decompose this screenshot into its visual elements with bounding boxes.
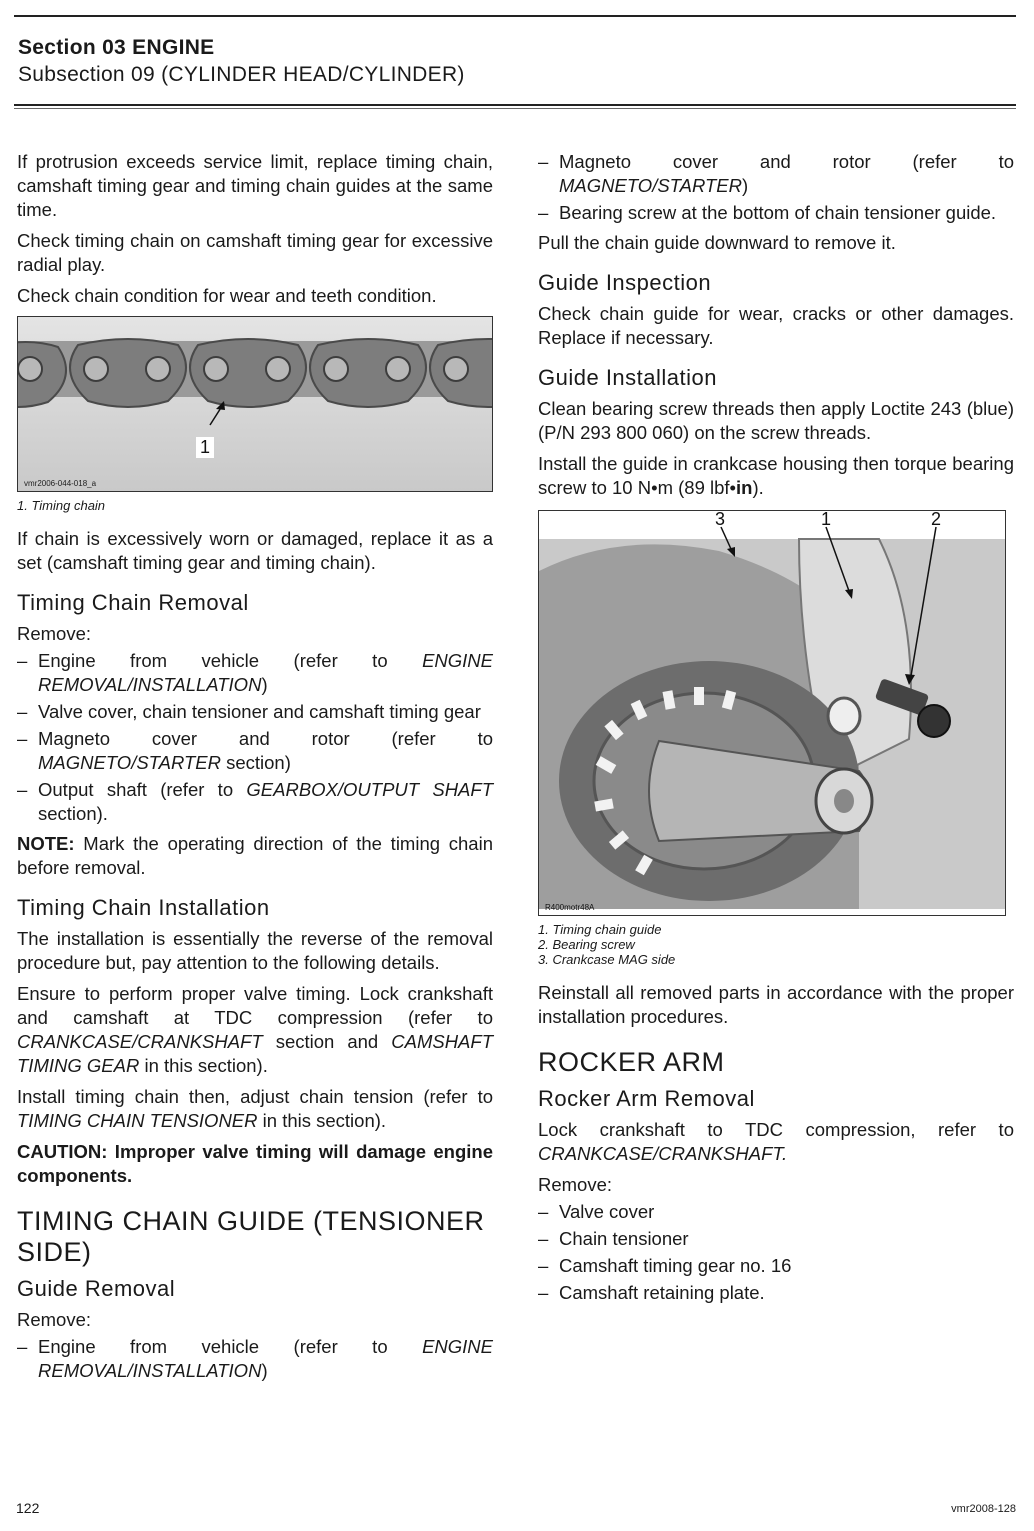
page-header [18,36,465,87]
rocker-removal-list [538,1200,1014,1305]
paragraph: Check chain guide for wear, cracks or other damages. Replace if necessary. [538,303,1014,348]
paragraph: Reinstall all removed parts in accordance with the proper installation procedures. [538,982,1014,1027]
list-item: – Chain tensioner [538,1227,1014,1251]
heading-timing-chain-guide: TIMING CHAIN GUIDE (TENSIONER SIDE) [17,1206,485,1267]
remove-label: Remove: [17,623,92,644]
guide-removal-list-cont [538,150,1014,225]
paragraph: If protrusion exceeds service limit, replace timing chain, camshaft timing gear and timing chain guides at the same time. [17,151,493,220]
paragraph: Check timing chain on camshaft timing gear for excessive radial play. [17,230,493,275]
list-item: – Engine from vehicle (refer to ENGINE REMOVAL/INSTALLATION) [17,649,493,697]
paragraph: Check chain condition for wear and teeth condition. [17,285,437,306]
paragraph: Lock crankshaft to TDC compression, refer to CRANKCASE/CRANKSHAFT. [538,1119,1014,1164]
heading-guide-removal: Guide Removal [17,1276,176,1301]
guide-removal-list [17,1335,493,1383]
list-item: – Valve cover [538,1200,1014,1224]
heading-guide-inspection: Guide Inspection [538,270,712,295]
list-item: – Engine from vehicle (refer to ENGINE REMOVAL/INSTALLATION) [17,1335,493,1383]
heading-timing-chain-removal: Timing Chain Removal [17,590,249,615]
paragraph: Pull the chain guide downward to remove it. [538,232,896,253]
callout-1: 1 [196,437,214,458]
paragraph: Ensure to perform proper valve timing. Lock crankshaft and camshaft at TDC compression (refer to CRANKCASE/CRANKSHAFT section and CAMSHAFT TIMING GEAR in this section). [17,983,493,1076]
list-item: – Output shaft (refer to GEARBOX/OUTPUT SHAFT section). [17,778,493,826]
note: NOTE: Mark the operating direction of the timing chain before removal. [17,833,493,878]
heading-rocker-arm-removal: Rocker Arm Removal [538,1086,755,1111]
heading-timing-chain-installation: Timing Chain Installation [17,895,270,920]
figure-code: R400motr48A [545,903,595,912]
chain-guide-illustration [539,511,1005,915]
document-code: vmr2008-128 [951,1503,1016,1515]
list-item: – Magneto cover and rotor (refer to MAGNETO/STARTER section) [17,727,493,775]
caption: 3. Crankcase MAG side [538,952,676,967]
section-title: Section 03 ENGINE [18,36,215,59]
heading-guide-installation: Guide Installation [538,365,717,390]
paragraph: Install the guide in crankcase housing then torque bearing screw to 10 N•m (89 lbf•in). [538,453,1014,498]
header-rule-bottom [14,104,1016,106]
list-item: – Magneto cover and rotor (refer to MAGNETO/STARTER) [538,150,1014,198]
chain-guide-figure [538,510,1006,916]
paragraph: If chain is excessively worn or damaged, replace it as a set (camshaft timing gear and timing chain). [17,528,493,573]
remove-label: Remove: [17,1309,92,1330]
list-item: – Bearing screw at the bottom of chain tensioner guide. [538,201,1014,225]
figure-captions [538,922,1014,967]
callout-3: 3 [715,510,726,529]
timing-chain-figure [17,316,493,492]
caution: CAUTION: Improper valve timing will damage engine components. [17,1141,493,1186]
caption: 2. Bearing screw [538,937,635,952]
timing-chain-illustration [18,317,492,491]
subsection-title: Subsection 09 (CYLINDER HEAD/CYLINDER) [18,63,465,86]
right-column [538,150,1014,1311]
page-number: 122 [16,1500,40,1516]
caption: 1. Timing chain [17,498,106,513]
removal-list [17,649,493,826]
header-rule-top [14,15,1016,17]
header-rule-bottom-thin [14,108,1016,109]
heading-rocker-arm: ROCKER ARM [538,1047,725,1077]
remove-label: Remove: [538,1174,613,1195]
figure-captions [17,498,493,513]
paragraph: Clean bearing screw threads then apply Loctite 243 (blue) (P/N 293 800 060) on the screw threads. [538,398,1014,443]
list-item: – Valve cover, chain tensioner and camshaft timing gear [17,700,493,724]
list-item: – Camshaft retaining plate. [538,1281,1014,1305]
left-column [17,150,493,1389]
figure-code: vmr2006-044-018_a [24,479,97,488]
list-item: – Camshaft timing gear no. 16 [538,1254,1014,1278]
paragraph: Install timing chain then, adjust chain tension (refer to TIMING CHAIN TENSIONER in this section). [17,1086,493,1131]
caption: 1. Timing chain guide [538,922,662,937]
callout-1: 1 [821,510,832,529]
callout-2: 2 [931,510,942,529]
paragraph: The installation is essentially the reverse of the removal procedure but, pay attention to the following details. [17,928,493,973]
